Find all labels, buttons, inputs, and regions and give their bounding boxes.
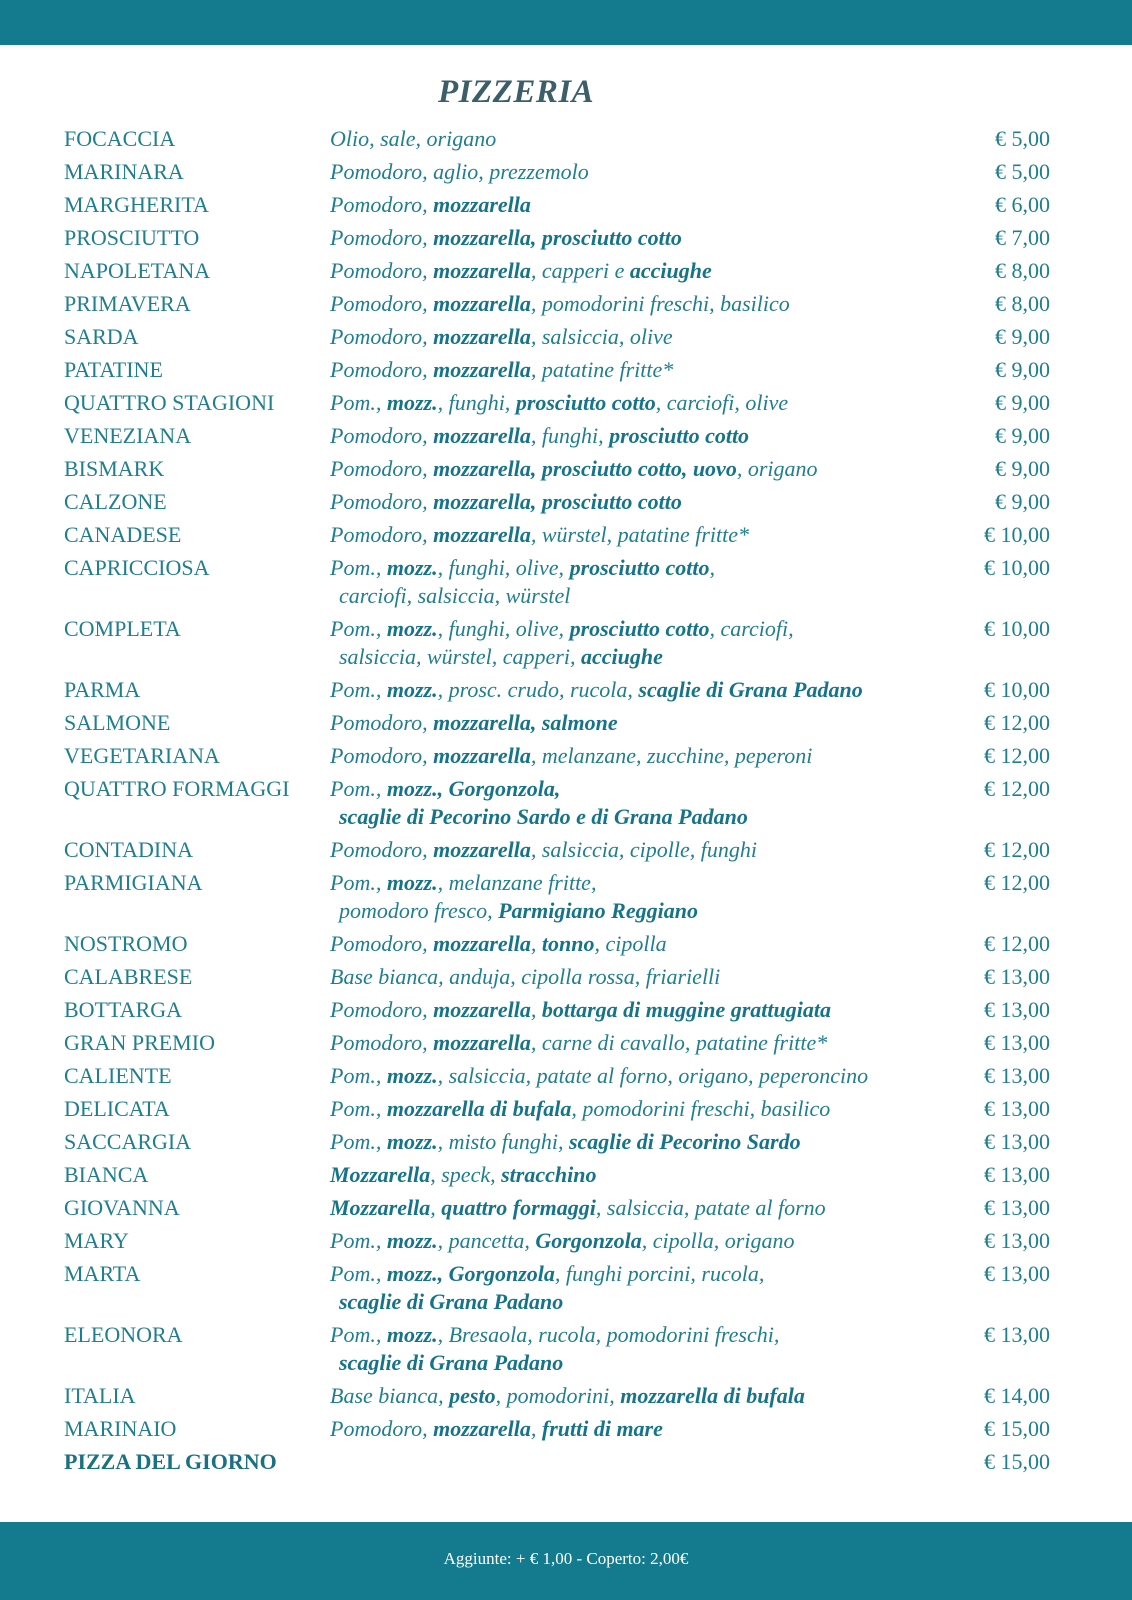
ingredient-text: Pom., bbox=[330, 1063, 387, 1088]
description-line bbox=[330, 616, 794, 641]
ingredient-highlight: mozzarella bbox=[433, 931, 531, 956]
ingredient-highlight: scaglie di Grana Padano bbox=[638, 677, 863, 702]
ingredient-highlight: mozz. bbox=[386, 1129, 438, 1154]
item-description bbox=[330, 676, 863, 704]
description-line bbox=[330, 390, 788, 415]
description-line bbox=[330, 1416, 663, 1441]
description-line bbox=[330, 803, 748, 831]
ingredient-highlight: Mozzarella bbox=[330, 1195, 431, 1220]
item-price: € 13,00 bbox=[984, 997, 1050, 1022]
ingredient-text: Pomodoro, bbox=[330, 324, 434, 349]
ingredient-text: Base bianca, anduja, cipolla rossa, friarielli bbox=[330, 964, 721, 989]
description-line bbox=[330, 837, 757, 862]
item-description bbox=[330, 1382, 805, 1410]
ingredient-text: , bbox=[530, 1416, 542, 1441]
item-description bbox=[330, 389, 788, 417]
ingredient-highlight: mozzarella bbox=[433, 1416, 531, 1441]
ingredient-text: , bbox=[530, 997, 542, 1022]
item-name: BIANCA bbox=[64, 1162, 149, 1187]
item-price: € 12,00 bbox=[984, 710, 1050, 735]
description-line bbox=[330, 489, 682, 514]
ingredient-text: Pomodoro, bbox=[330, 423, 434, 448]
description-line bbox=[330, 743, 812, 768]
ingredient-highlight: mozz. bbox=[386, 1322, 438, 1347]
item-price: € 9,00 bbox=[995, 489, 1050, 514]
item-name: CAPRICCIOSA bbox=[64, 555, 210, 580]
ingredient-text: Pom., bbox=[330, 1228, 387, 1253]
ingredient-text: Pomodoro, aglio, prezzemolo bbox=[330, 159, 589, 184]
ingredient-highlight: mozzarella, prosciutto cotto, uovo bbox=[433, 456, 737, 481]
ingredient-text: , carciofi, bbox=[709, 616, 794, 641]
ingredient-text: Pomodoro, bbox=[330, 192, 434, 217]
ingredient-highlight: mozzarella bbox=[433, 743, 531, 768]
item-description bbox=[330, 963, 720, 991]
item-price: € 8,00 bbox=[995, 258, 1050, 283]
ingredient-text: Pomodoro, bbox=[330, 837, 434, 862]
item-description bbox=[330, 869, 698, 925]
ingredient-text: , funghi porcini, rucola, bbox=[554, 1261, 765, 1286]
item-description bbox=[330, 356, 673, 384]
description-line bbox=[330, 456, 818, 481]
item-description bbox=[330, 1260, 764, 1316]
item-price: € 13,00 bbox=[984, 1162, 1050, 1187]
item-price: € 12,00 bbox=[984, 837, 1050, 862]
ingredient-text: carciofi, salsiccia, würstel bbox=[339, 583, 571, 608]
description-line bbox=[330, 1063, 868, 1088]
item-name: GRAN PREMIO bbox=[64, 1030, 215, 1055]
description-line bbox=[330, 1096, 830, 1121]
ingredient-text: Pom., bbox=[330, 677, 387, 702]
ingredient-text: Pomodoro, bbox=[330, 1030, 434, 1055]
ingredient-text: Pomodoro, bbox=[330, 931, 434, 956]
ingredient-highlight: mozzarella di bufala bbox=[386, 1096, 572, 1121]
item-price: € 13,00 bbox=[984, 1228, 1050, 1253]
ingredient-text: , cipolla bbox=[594, 931, 667, 956]
ingredient-text: , bbox=[430, 1195, 442, 1220]
ingredient-highlight: Mozzarella bbox=[330, 1162, 431, 1187]
ingredient-text: , funghi, bbox=[530, 423, 610, 448]
item-price: € 13,00 bbox=[984, 964, 1050, 989]
item-name: COMPLETA bbox=[64, 616, 181, 641]
ingredient-text: , salsiccia, cipolle, funghi bbox=[530, 837, 757, 862]
ingredient-text: Pomodoro, bbox=[330, 1416, 434, 1441]
item-name: PARMA bbox=[64, 677, 141, 702]
ingredient-highlight: prosciutto cotto bbox=[569, 555, 710, 580]
ingredient-highlight: mozzarella bbox=[433, 423, 531, 448]
ingredient-text: Pomodoro, bbox=[330, 456, 434, 481]
item-price: € 9,00 bbox=[995, 390, 1050, 415]
description-line bbox=[330, 931, 667, 956]
ingredient-text: Pom., bbox=[330, 1096, 387, 1121]
item-price: € 9,00 bbox=[995, 357, 1050, 382]
item-name: GIOVANNA bbox=[64, 1195, 180, 1220]
ingredient-text: Base bianca, bbox=[330, 1383, 450, 1408]
description-line bbox=[330, 324, 673, 349]
description-line bbox=[330, 522, 749, 547]
ingredient-highlight: mozzarella bbox=[433, 357, 531, 382]
item-price: € 12,00 bbox=[984, 870, 1050, 895]
ingredient-highlight: mozz. bbox=[386, 616, 438, 641]
ingredient-text: , würstel, patatine fritte* bbox=[530, 522, 750, 547]
description-line bbox=[330, 870, 596, 895]
item-description bbox=[330, 257, 712, 285]
ingredient-highlight: mozz. bbox=[386, 870, 438, 895]
item-price: € 6,00 bbox=[995, 192, 1050, 217]
description-line bbox=[330, 643, 794, 671]
ingredient-text: Pom., bbox=[330, 1261, 387, 1286]
description-line bbox=[330, 423, 749, 448]
ingredient-text: , melanzane fritte, bbox=[437, 870, 597, 895]
ingredient-highlight: quattro formaggi bbox=[441, 1195, 596, 1220]
item-price: € 13,00 bbox=[984, 1261, 1050, 1286]
item-price: € 10,00 bbox=[984, 522, 1050, 547]
ingredient-text: Pom., bbox=[330, 1322, 387, 1347]
ingredient-highlight: mozzarella bbox=[433, 192, 531, 217]
ingredient-text: Olio, sale, origano bbox=[330, 126, 497, 151]
item-price: € 9,00 bbox=[995, 456, 1050, 481]
description-line bbox=[330, 192, 531, 217]
ingredient-text: , speck, bbox=[430, 1162, 502, 1187]
item-name: BOTTARGA bbox=[64, 997, 183, 1022]
description-line bbox=[330, 126, 496, 151]
ingredient-highlight: mozzarella bbox=[433, 324, 531, 349]
ingredient-text: Pomodoro, bbox=[330, 258, 434, 283]
ingredient-text: , carne di cavallo, patatine fritte* bbox=[530, 1030, 828, 1055]
description-line bbox=[330, 964, 720, 989]
item-name: PATATINE bbox=[64, 357, 163, 382]
ingredient-text: , bbox=[530, 931, 542, 956]
ingredient-highlight: mozz. bbox=[386, 1228, 438, 1253]
ingredient-text: Pom., bbox=[330, 1129, 387, 1154]
ingredient-text: Pom., bbox=[330, 555, 387, 580]
ingredient-text: salsiccia, würstel, capperi, bbox=[339, 644, 581, 669]
ingredient-highlight: scaglie di Grana Padano bbox=[339, 1350, 564, 1375]
ingredient-text: pomodoro fresco, bbox=[339, 898, 499, 923]
ingredient-highlight: mozzarella bbox=[433, 258, 531, 283]
item-description bbox=[330, 191, 531, 219]
ingredient-text: , funghi, bbox=[437, 390, 516, 415]
ingredient-highlight: mozzarella, salmone bbox=[433, 710, 618, 735]
item-price: € 13,00 bbox=[984, 1030, 1050, 1055]
item-price: € 14,00 bbox=[984, 1383, 1050, 1408]
item-price: € 13,00 bbox=[984, 1063, 1050, 1088]
item-name: MARINARA bbox=[64, 159, 184, 184]
ingredient-highlight: frutti di mare bbox=[541, 1416, 663, 1441]
ingredient-highlight: mozzarella, prosciutto cotto bbox=[433, 225, 682, 250]
description-line bbox=[330, 1383, 805, 1408]
item-name: QUATTRO FORMAGGI bbox=[64, 776, 290, 801]
item-description bbox=[330, 488, 682, 516]
ingredient-text: Pom., bbox=[330, 870, 387, 895]
ingredient-highlight: mozz. bbox=[386, 677, 438, 702]
ingredient-highlight: mozz., Gorgonzola, bbox=[386, 776, 561, 801]
ingredient-highlight: prosciutto cotto bbox=[515, 390, 656, 415]
ingredient-text: , bbox=[709, 555, 716, 580]
item-price: € 12,00 bbox=[984, 743, 1050, 768]
item-price: € 13,00 bbox=[984, 1322, 1050, 1347]
ingredient-highlight: prosciutto cotto bbox=[569, 616, 710, 641]
item-description bbox=[330, 1062, 868, 1090]
item-price: € 5,00 bbox=[995, 126, 1050, 151]
ingredient-highlight: bottarga di muggine grattugiata bbox=[541, 997, 831, 1022]
ingredient-text: Pomodoro, bbox=[330, 710, 434, 735]
item-name: PIZZA DEL GIORNO bbox=[64, 1449, 277, 1474]
item-price: € 10,00 bbox=[984, 677, 1050, 702]
item-description bbox=[330, 1415, 663, 1443]
item-price: € 15,00 bbox=[984, 1449, 1050, 1474]
item-description bbox=[330, 455, 818, 483]
description-line bbox=[330, 357, 673, 382]
description-line bbox=[330, 1322, 779, 1347]
ingredient-text: , prosc. crudo, rucola, bbox=[437, 677, 639, 702]
item-name: MARINAIO bbox=[64, 1416, 177, 1441]
item-name: PARMIGIANA bbox=[64, 870, 203, 895]
item-name: MARY bbox=[64, 1228, 129, 1253]
item-description bbox=[330, 1321, 779, 1377]
description-line bbox=[330, 1261, 764, 1286]
ingredient-highlight: pesto bbox=[449, 1383, 496, 1408]
ingredient-text: , salsiccia, patate al forno, origano, peperoncino bbox=[437, 1063, 869, 1088]
item-price: € 7,00 bbox=[995, 225, 1050, 250]
ingredient-highlight: mozz. bbox=[386, 390, 438, 415]
ingredient-text: Pomodoro, bbox=[330, 743, 434, 768]
ingredient-highlight: mozzarella bbox=[433, 837, 531, 862]
item-name: FOCACCIA bbox=[64, 126, 176, 151]
item-name: MARTA bbox=[64, 1261, 141, 1286]
description-line bbox=[330, 677, 863, 702]
item-name: NOSTROMO bbox=[64, 931, 188, 956]
item-description bbox=[330, 742, 812, 770]
ingredient-highlight: scaglie di Pecorino Sardo bbox=[568, 1129, 801, 1154]
item-description bbox=[330, 125, 496, 153]
ingredient-text: Pomodoro, bbox=[330, 291, 434, 316]
description-line bbox=[330, 291, 790, 316]
ingredient-text: , misto funghi, bbox=[437, 1129, 569, 1154]
ingredient-highlight: mozzarella, prosciutto cotto bbox=[433, 489, 682, 514]
description-line bbox=[330, 225, 682, 250]
ingredient-text: , funghi, olive, bbox=[437, 616, 570, 641]
item-description bbox=[330, 1029, 827, 1057]
ingredient-text: , Bresaola, rucola, pomodorini freschi, bbox=[437, 1322, 780, 1347]
item-price: € 12,00 bbox=[984, 776, 1050, 801]
ingredient-text: Pom., bbox=[330, 390, 387, 415]
footer-note: Aggiunte: + € 1,00 - Coperto: 2,00€ bbox=[443, 1549, 689, 1568]
description-line bbox=[330, 1349, 779, 1377]
item-description bbox=[330, 224, 682, 252]
ingredient-text: Pomodoro, bbox=[330, 522, 434, 547]
ingredient-text: , pancetta, bbox=[437, 1228, 536, 1253]
description-line bbox=[330, 897, 698, 925]
item-description bbox=[330, 158, 589, 186]
item-name: DELICATA bbox=[64, 1096, 170, 1121]
ingredient-text: , patatine fritte* bbox=[530, 357, 674, 382]
description-line bbox=[330, 258, 712, 283]
item-price: € 5,00 bbox=[995, 159, 1050, 184]
item-price: € 8,00 bbox=[995, 291, 1050, 316]
description-line bbox=[330, 1228, 794, 1253]
ingredient-highlight: scaglie di Grana Padano bbox=[339, 1289, 564, 1314]
item-price: € 13,00 bbox=[984, 1096, 1050, 1121]
item-price: € 9,00 bbox=[995, 423, 1050, 448]
item-description bbox=[330, 1194, 826, 1222]
ingredient-text: , funghi, olive, bbox=[437, 555, 570, 580]
ingredient-highlight: prosciutto cotto bbox=[609, 423, 750, 448]
ingredient-highlight: stracchino bbox=[501, 1162, 597, 1187]
ingredient-highlight: mozzarella bbox=[433, 522, 531, 547]
ingredient-highlight: mozz., Gorgonzola bbox=[386, 1261, 555, 1286]
item-name: CALABRESE bbox=[64, 964, 193, 989]
item-price: € 15,00 bbox=[984, 1416, 1050, 1441]
ingredient-highlight: mozzarella bbox=[433, 1030, 531, 1055]
ingredient-text: , carciofi, olive bbox=[655, 390, 789, 415]
item-description bbox=[330, 290, 790, 318]
description-line bbox=[330, 710, 618, 735]
ingredient-highlight: Parmigiano Reggiano bbox=[498, 898, 698, 923]
item-name: ITALIA bbox=[64, 1383, 136, 1408]
ingredient-text: , cipolla, origano bbox=[641, 1228, 795, 1253]
item-price: € 12,00 bbox=[984, 931, 1050, 956]
item-description bbox=[330, 1128, 801, 1156]
ingredient-highlight: mozzarella di bufala bbox=[620, 1383, 805, 1408]
item-name: QUATTRO STAGIONI bbox=[64, 390, 275, 415]
description-line bbox=[330, 582, 715, 610]
item-name: SALMONE bbox=[64, 710, 171, 735]
item-name: CALIENTE bbox=[64, 1063, 172, 1088]
item-name: PROSCIUTTO bbox=[64, 225, 200, 250]
description-line bbox=[330, 1162, 596, 1187]
item-name: CANADESE bbox=[64, 522, 182, 547]
ingredient-text: , origano bbox=[736, 456, 818, 481]
ingredient-text: Pomodoro, bbox=[330, 997, 434, 1022]
item-name: CALZONE bbox=[64, 489, 167, 514]
ingredient-highlight: mozz. bbox=[386, 555, 438, 580]
item-price: € 9,00 bbox=[995, 324, 1050, 349]
ingredient-text: , pomodorini freschi, basilico bbox=[571, 1096, 831, 1121]
description-line bbox=[330, 159, 589, 184]
ingredient-text: Pomodoro, bbox=[330, 489, 434, 514]
item-name: SARDA bbox=[64, 324, 139, 349]
ingredient-highlight: acciughe bbox=[580, 644, 663, 669]
top-band bbox=[0, 0, 1132, 45]
ingredient-text: Pomodoro, bbox=[330, 357, 434, 382]
ingredient-highlight: mozzarella bbox=[433, 291, 531, 316]
item-description bbox=[330, 422, 749, 450]
item-name: VEGETARIANA bbox=[64, 743, 220, 768]
item-description bbox=[330, 615, 794, 671]
ingredient-highlight: acciughe bbox=[629, 258, 712, 283]
ingredient-highlight: tonno bbox=[541, 931, 595, 956]
item-description bbox=[330, 323, 673, 351]
item-description bbox=[330, 554, 715, 610]
description-line bbox=[330, 1195, 826, 1220]
ingredient-highlight: mozz. bbox=[386, 1063, 438, 1088]
item-description bbox=[330, 521, 749, 549]
ingredient-highlight: Gorgonzola bbox=[535, 1228, 642, 1253]
ingredient-highlight: mozzarella bbox=[433, 997, 531, 1022]
ingredient-text: , melanzane, zucchine, peperoni bbox=[530, 743, 813, 768]
description-line bbox=[330, 997, 831, 1022]
item-description bbox=[330, 1095, 830, 1123]
page-title: PIZZERIA bbox=[438, 74, 595, 110]
ingredient-text: Pom., bbox=[330, 776, 387, 801]
description-line bbox=[330, 1288, 764, 1316]
ingredient-text: , salsiccia, patate al forno bbox=[595, 1195, 826, 1220]
item-price: € 10,00 bbox=[984, 616, 1050, 641]
item-name: ELEONORA bbox=[64, 1322, 183, 1347]
item-name: PRIMAVERA bbox=[64, 291, 191, 316]
item-description bbox=[330, 775, 748, 831]
description-line bbox=[330, 555, 715, 580]
description-line bbox=[330, 1030, 827, 1055]
item-price: € 13,00 bbox=[984, 1129, 1050, 1154]
item-name: VENEZIANA bbox=[64, 423, 192, 448]
ingredient-text: Pom., bbox=[330, 616, 387, 641]
item-description bbox=[330, 1227, 794, 1255]
ingredient-text: , capperi e bbox=[530, 258, 630, 283]
description-line bbox=[330, 776, 560, 801]
item-description bbox=[330, 930, 667, 958]
item-price: € 13,00 bbox=[984, 1195, 1050, 1220]
item-name: CONTADINA bbox=[64, 837, 194, 862]
item-description bbox=[330, 709, 618, 737]
item-name: BISMARK bbox=[64, 456, 165, 481]
item-name: SACCARGIA bbox=[64, 1129, 192, 1154]
ingredient-highlight: scaglie di Pecorino Sardo e di Grana Padano bbox=[339, 804, 748, 829]
item-price: € 10,00 bbox=[984, 555, 1050, 580]
item-description bbox=[330, 996, 831, 1024]
item-name: MARGHERITA bbox=[64, 192, 209, 217]
ingredient-text: Pomodoro, bbox=[330, 225, 434, 250]
item-description bbox=[330, 1161, 596, 1189]
item-name: NAPOLETANA bbox=[64, 258, 211, 283]
ingredient-text: , pomodorini, bbox=[495, 1383, 621, 1408]
ingredient-text: , salsiccia, olive bbox=[530, 324, 673, 349]
description-line bbox=[330, 1129, 801, 1154]
item-description bbox=[330, 836, 757, 864]
ingredient-text: , pomodorini freschi, basilico bbox=[530, 291, 790, 316]
